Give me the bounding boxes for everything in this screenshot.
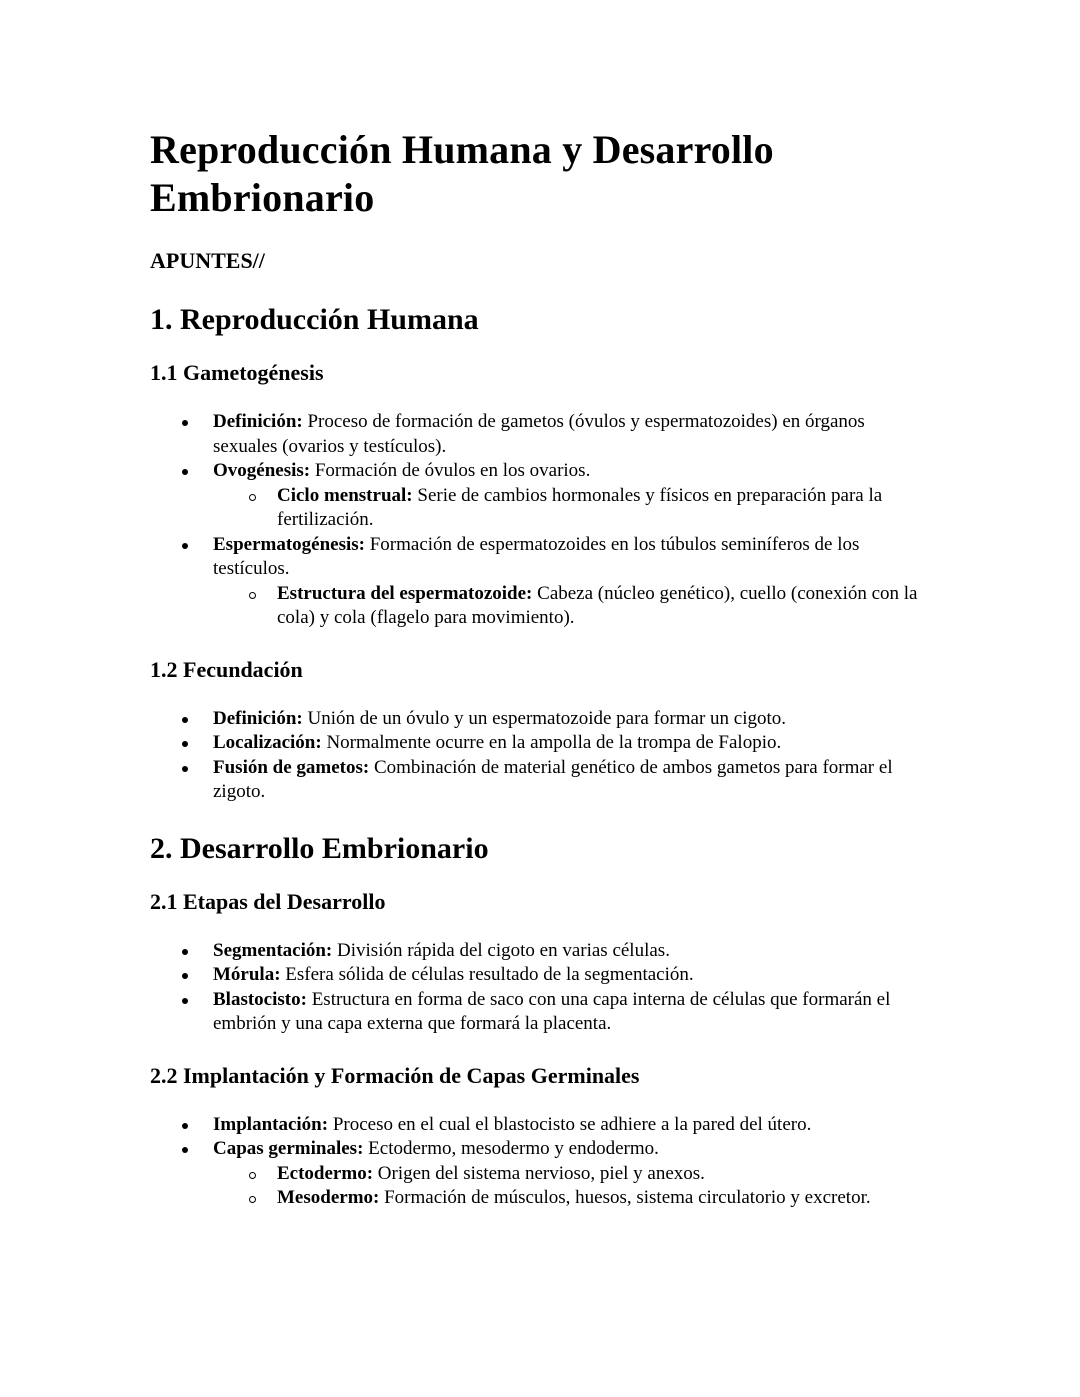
document-page: [150, 126, 930, 1211]
bullet-icon: [182, 420, 188, 426]
section-heading-1: 1. Reproducción Humana: [150, 303, 479, 336]
sub-list-item: [213, 1186, 930, 1211]
item-term: Espermatogénesis:: [213, 533, 365, 555]
item-term: Fusión de gametos:: [213, 756, 370, 778]
item-text: Combinación de material genético de ambos gametos para formar el zigoto.: [213, 756, 893, 802]
item-term: Implantación:: [213, 1113, 329, 1135]
list-item: [150, 410, 930, 459]
item-term: Estructura del espermatozoide:: [277, 582, 533, 604]
list-item: [150, 731, 930, 756]
bullet-list: [150, 939, 930, 1037]
bullet-icon: [182, 543, 188, 549]
item-text: Formación de espermatozoides en los túbulos seminíferos de los testículos.: [213, 533, 860, 579]
bullet-icon: [182, 741, 188, 747]
sub-list: [213, 484, 930, 533]
bullet-icon: [182, 998, 188, 1004]
circle-bullet-icon: [249, 1196, 256, 1203]
item-term: Mórula:: [213, 964, 281, 985]
item-term: Localización:: [213, 732, 322, 753]
sub-list: [213, 1162, 930, 1211]
bullet-list: [150, 1113, 930, 1211]
bullet-list: [150, 410, 930, 631]
item-text: Formación de músculos, huesos, sistema circulatorio y excretor.: [379, 1187, 871, 1208]
subtitle: APUNTES//: [150, 248, 265, 273]
item-text: Estructura en forma de saco con una capa interna de células que formarán el embrión y una capa externa que formará la placenta.: [213, 988, 891, 1034]
bullet-list: [150, 707, 930, 805]
item-term: Blastocisto:: [213, 988, 307, 1010]
item-text: Proceso de formación de gametos (óvulos y espermatozoides) en órganos sexuales (ovarios y testículos).: [213, 411, 865, 457]
bullet-icon: [182, 1147, 188, 1153]
sub-list-item: [213, 582, 930, 631]
item-text: División rápida del cigoto en varias células.: [332, 939, 670, 961]
item-term: Definición:: [213, 411, 303, 432]
circle-bullet-icon: [249, 1172, 256, 1179]
item-text: Origen del sistema nervioso, piel y anexos.: [373, 1162, 705, 1184]
item-text: Formación de óvulos en los ovarios.: [310, 460, 591, 481]
bullet-icon: [182, 973, 188, 979]
list-item: [150, 963, 930, 988]
bullet-icon: [182, 469, 188, 475]
list-item: [150, 939, 930, 964]
circle-bullet-icon: [249, 494, 256, 501]
section-heading-2: 2. Desarrollo Embrionario: [150, 831, 489, 865]
item-text: Proceso en el cual el blastocisto se adhiere a la pared del útero.: [328, 1113, 812, 1135]
sub-list-item: [213, 1162, 930, 1187]
list-item: [150, 988, 930, 1037]
item-term: Mesodermo:: [277, 1187, 380, 1208]
sub-list-item: [213, 484, 930, 533]
item-text: Esfera sólida de células resultado de la segmentación.: [280, 964, 694, 985]
list-item: [150, 1113, 930, 1138]
page-title: Reproducción Humana y Desarrollo Embrionario: [150, 127, 774, 220]
list-item: [150, 459, 930, 533]
bullet-icon: [182, 1123, 188, 1129]
item-text: Unión de un óvulo y un espermatozoide para formar un cigoto.: [302, 707, 787, 729]
subsection-heading-2-2: 2.2 Implantación y Formación de Capas Germinales: [150, 1062, 640, 1088]
item-term: Definición:: [213, 707, 303, 729]
subsection-heading-1-2: 1.2 Fecundación: [150, 656, 303, 682]
item-term: Ciclo menstrual:: [277, 484, 413, 506]
list-item: [150, 1137, 930, 1211]
bullet-icon: [182, 766, 188, 772]
item-text: Cabeza (núcleo genético), cuello (conexión con la cola) y cola (flagelo para movimiento).: [277, 582, 918, 628]
list-item: [150, 756, 930, 805]
bullet-icon: [182, 717, 188, 723]
bullet-icon: [182, 949, 188, 955]
item-text: Serie de cambios hormonales y físicos en preparación para la fertilización.: [277, 484, 883, 530]
list-item: [150, 533, 930, 631]
item-text: Ectodermo, mesodermo y endodermo.: [363, 1138, 659, 1159]
item-term: Segmentación:: [213, 939, 333, 961]
item-text: Normalmente ocurre en la ampolla de la trompa de Falopio.: [321, 732, 782, 753]
sub-list: [213, 582, 930, 631]
circle-bullet-icon: [249, 592, 256, 599]
item-term: Capas germinales:: [213, 1138, 364, 1159]
subsection-heading-1-1: 1.1 Gametogénesis: [150, 360, 324, 385]
item-term: Ovogénesis:: [213, 460, 311, 481]
list-item: [150, 707, 930, 732]
item-term: Ectodermo:: [277, 1162, 374, 1184]
subsection-heading-2-1: 2.1 Etapas del Desarrollo: [150, 888, 386, 914]
